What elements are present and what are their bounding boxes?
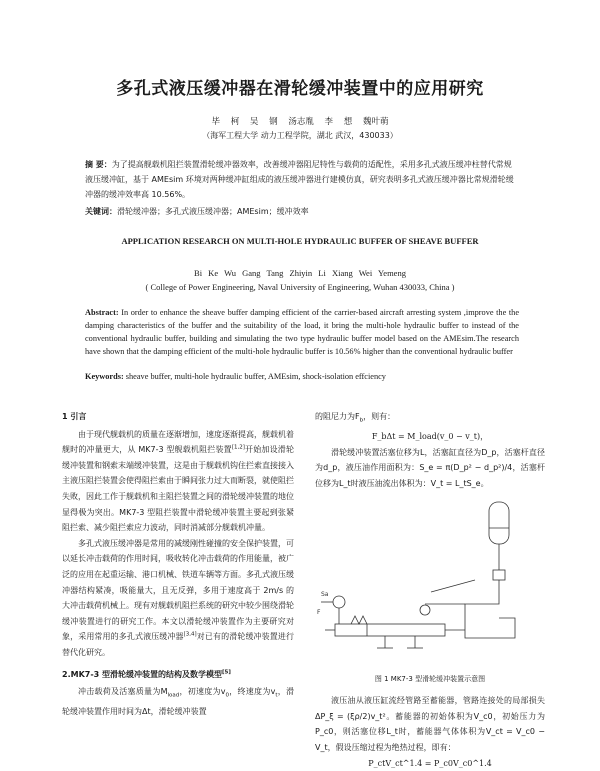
affiliation-en: ( College of Power Engineering, Naval University of Engineering, Wuhan 430033, China ) bbox=[145, 282, 455, 292]
keywords-cn bbox=[85, 206, 517, 217]
authors-en: Bi Ke Wu Gang Tang Zhiyin Li Xiang Wei Yemeng bbox=[194, 268, 406, 278]
abstract-cn bbox=[85, 157, 517, 202]
equation-1: F_bΔt = M_load(v_0 − v_t)， bbox=[371, 432, 489, 442]
sec2-p1-f: ，滑轮缓冲装置作用时间为Δt，滑轮缓冲装置 bbox=[62, 687, 294, 717]
sec1-p1-text: 由于现代舰载机的质量在逐渐增加，速度逐渐提高，舰载机着舰时的冲量更大，从 MK7-3 型舰载机阻拦装置 bbox=[62, 429, 294, 455]
abstract-en bbox=[85, 306, 519, 358]
equation-2: P_ctV_ct^1.4 = P_c0V_c0^1.4 bbox=[368, 758, 492, 768]
sec1-p2-text: 多孔式液压缓冲器是常用的减缓刚性碰撞的安全保护装置，可以延长冲击载荷的作用时间，吸收转化冲击载荷的作用能量，被广泛的应用在起重运输、港口机械、铁道车辆等方面。多孔式液压缓冲器结构紧凑，吸能量大，且无反弹，多用于速度高于 2m/s 的大冲击载荷机械上。现有对舰载机阻拦系统的研究中较少围绕滑轮缓冲装置进行的研究工作。本文以滑轮缓冲装置作为主要研究对象，采用常用的多孔式液压缓冲器 bbox=[62, 538, 294, 642]
section-2-paragraph-1 bbox=[62, 684, 294, 720]
section-1-paragraph-2 bbox=[62, 536, 294, 661]
affiliation-cn: （海军工程大学 动力工程学院，湖北 武汉，430033） bbox=[202, 131, 398, 140]
r-p1-b: ，则有： bbox=[363, 412, 396, 421]
keywords-en bbox=[85, 372, 519, 381]
keywords-text-en: sheave buffer, multi-hole hydraulic buffer, AMEsim, shock-isolation effciency bbox=[125, 372, 386, 381]
left-column bbox=[62, 409, 294, 720]
section-1-paragraph-1 bbox=[62, 427, 294, 536]
sec1-p2-rest: 对已有的滑轮缓冲装置进行替代化研究。 bbox=[62, 632, 294, 657]
abstract-text-en: In order to enhance the sheave buffer damping efficient of the carrier-based aircraft arresting system ,improve the the damping characteristics of the buffer and the suitability of the load, it bring the multi-hole hydraulic buffer to instead of the conventional hydraulic buffer, building and simulating the two type hydraulic buffer model based on the AMEsim.The research have shown that the damping efficient of the multi-hole hydraulic buffer is 10.56% higher than the conventional hydraulic buffer bbox=[85, 308, 519, 356]
keywords-label-en: Keywords: bbox=[85, 372, 124, 381]
r-p1-sub: b bbox=[359, 417, 364, 424]
figure-1 bbox=[315, 492, 545, 670]
abstract-label-cn: 摘 要： bbox=[85, 160, 112, 169]
paper-title-cn: 多孔式液压缓冲器在滑轮缓冲装置中的应用研究 bbox=[116, 79, 484, 99]
sec2-p1-d: ，终速度为v bbox=[229, 687, 276, 697]
sec2-p1-e: t bbox=[275, 692, 278, 699]
sec1-p2-ref: [3,4] bbox=[183, 631, 197, 638]
right-paragraph-1 bbox=[315, 409, 545, 429]
sec2-p1-b: ，初速度为v bbox=[179, 687, 226, 697]
right-paragraph-3: 液压油从液压缸流经管路至蓄能器，管路连接处的局部损失ΔP_ξ = (ξρ/2)v_t²。蓄能器的初始体积为V_c0，初始压力为P_c0，则活塞位移L_t时，蓄能器气体体积为V_ct = V_c0 − V_t，假设压缩过程为绝热过程，即有： bbox=[315, 696, 545, 752]
section-1-heading: 1 引言 bbox=[62, 412, 87, 421]
section-2-heading bbox=[62, 667, 294, 683]
label-sa: Sa bbox=[321, 590, 329, 598]
abstract-text-cn: 为了提高舰载机阻拦装置滑轮缓冲器效率，改善缓冲器阻尼特性与载荷的适配性，采用多孔式液压缓冲柱替代常规液压缓冲缸，基于 AMEsim 环境对两种缓冲缸组成的液压缓冲器进行建模仿真，研究表明多孔式液压缓冲器比常规滑轮缓冲器的缓冲效率高 10.56%。 bbox=[85, 160, 514, 199]
label-f: F bbox=[317, 608, 321, 616]
right-paragraph-2: 滑轮缓冲装置活塞位移为L，活塞缸直径为D_p，活塞杆直径为d_p，液压油作用面积为：S_e = π(D_p² − d_p²)/4，活塞杆位移为L_t时液压油流出体积为：V_t = L_tS_e。 bbox=[315, 447, 545, 488]
keywords-label-cn: 关键词： bbox=[85, 207, 117, 216]
sec2-p1-a: 冲击载荷及活塞质量为M bbox=[78, 687, 168, 697]
hydraulic-cylinder bbox=[335, 624, 445, 636]
abstract-label-en: Abstract: bbox=[85, 308, 119, 317]
figure-1-caption: 图 1 MK7-3 型滑轮缓冲装置示意图 bbox=[374, 674, 486, 683]
keywords-text-cn: 滑轮缓冲器；多孔式液压缓冲器；AMEsim；缓冲效率 bbox=[117, 207, 309, 216]
sec2-p1-sub: load bbox=[167, 692, 180, 699]
authors-cn: 毕 柯 吴 钢 汤志胤 李 想 魏叶萌 bbox=[211, 117, 389, 127]
paper-title-en: APPLICATION RESEARCH ON MULTI-HOLE HYDRAULIC BUFFER OF SHEAVE BUFFER bbox=[121, 236, 479, 246]
sec2-title: 2.MK7-3 型滑轮缓冲装置的结构及数学模型 bbox=[62, 669, 223, 679]
r-p1-a: 的阻尼力为F bbox=[315, 412, 360, 421]
sec2-ref: [5] bbox=[222, 668, 231, 675]
sec1-p1-ref: [1,2] bbox=[231, 444, 245, 451]
accumulator-shape bbox=[489, 502, 509, 544]
buffer-schematic bbox=[315, 492, 545, 670]
sec2-p1-c: 0 bbox=[225, 692, 230, 699]
sec1-p1-rest: 开始加设滑轮缓冲装置和钢索末端缓冲装置，这是由于舰载机钩住拦索直接接入主液压阻拦装置会使得阻拦索由于瞬间张力过大而断裂，就使阻拦失败，因此工作于舰载机和主阻拦装置之间的滑轮缓冲装置的地位显得极为突出。MK7-3 型阻拦装置中滑轮缓冲装置主要起到张紧阻拦索、减少阻拦索应力波动，同时消减部分舰载机冲量。 bbox=[62, 445, 294, 533]
right-column bbox=[315, 409, 545, 771]
